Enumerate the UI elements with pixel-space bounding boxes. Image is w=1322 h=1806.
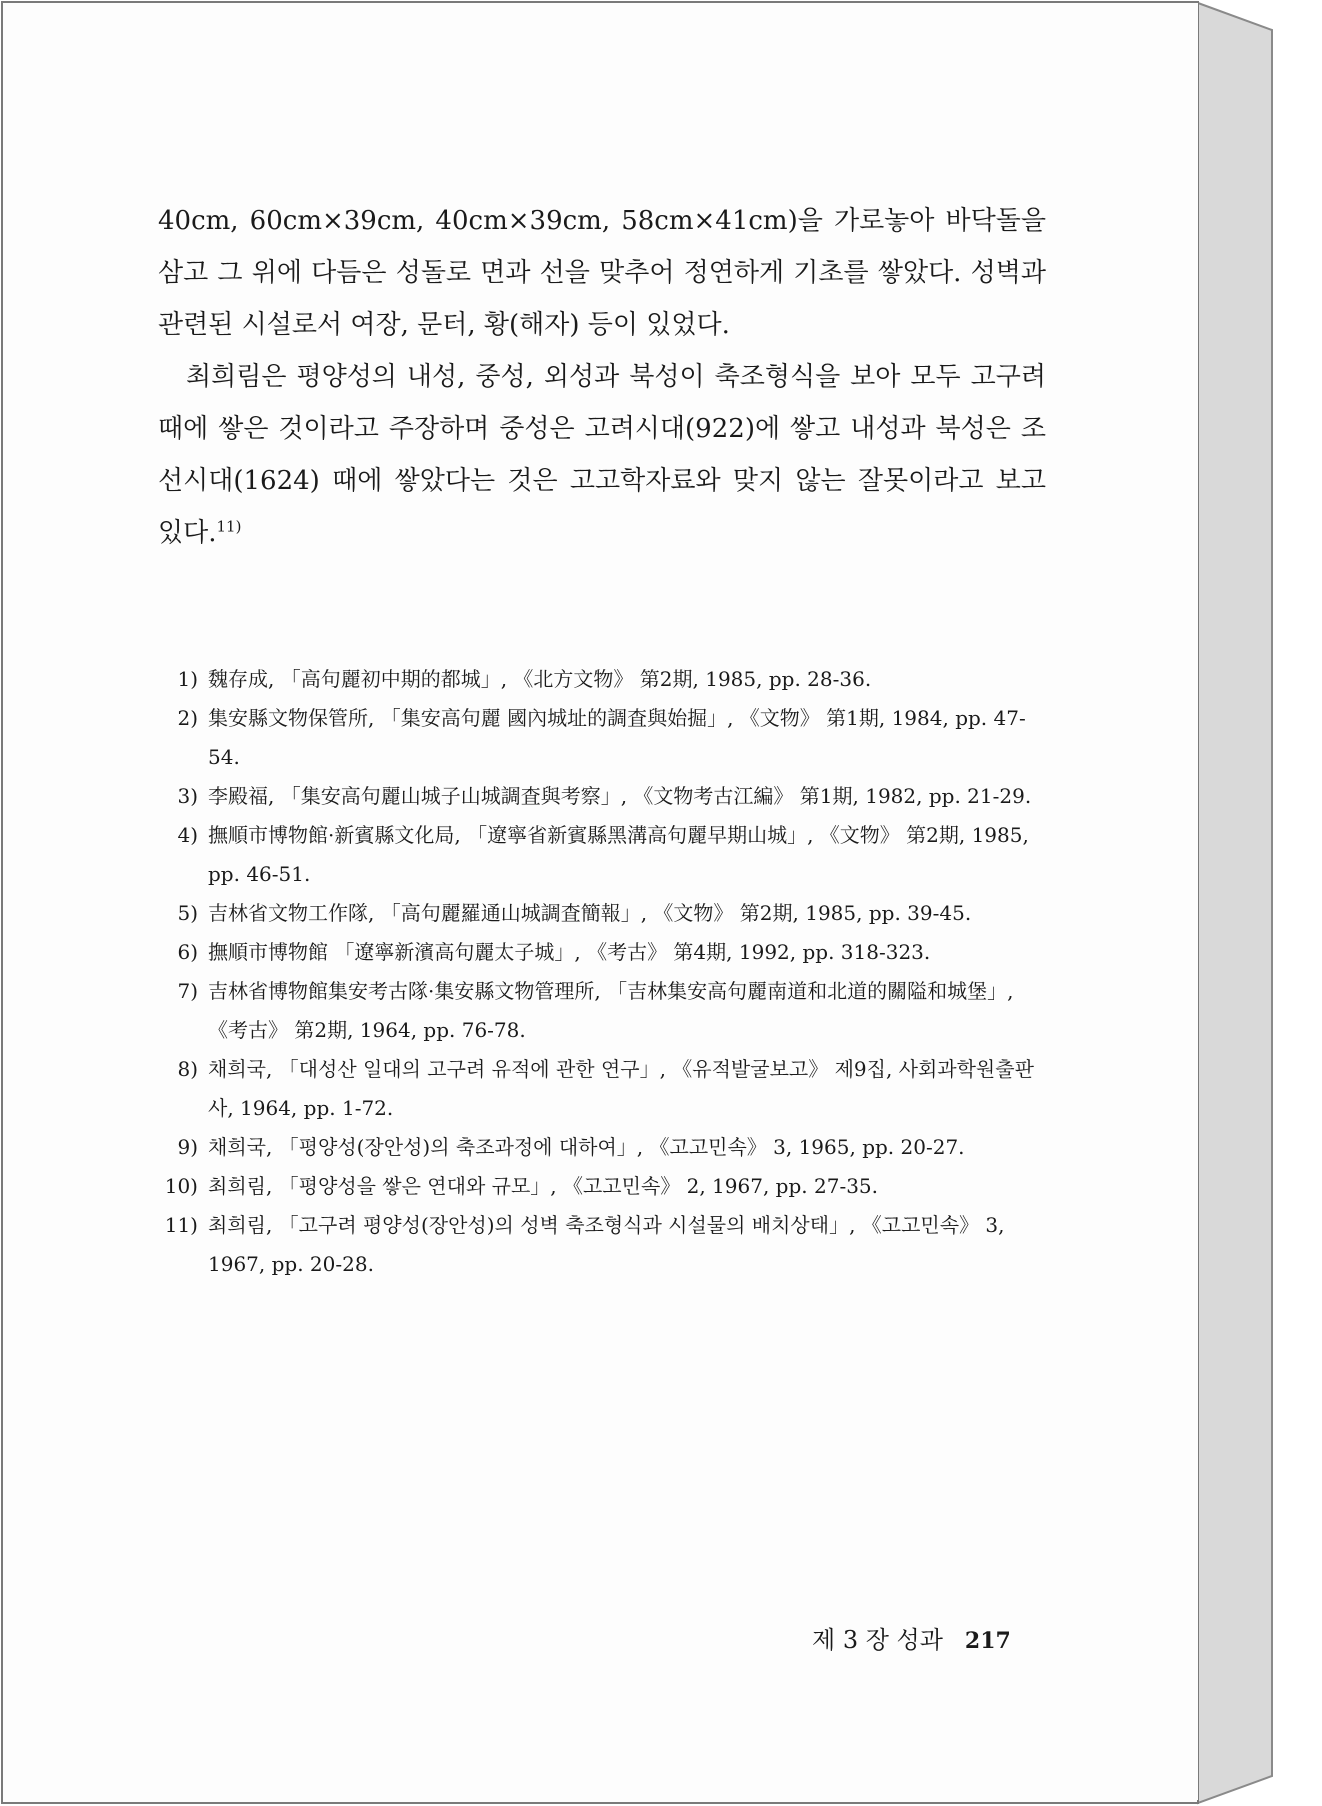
footnote-number: 1)	[177, 667, 198, 691]
footnote-text: 撫順市博物館·新賓縣文化局, 「遼寧省新賓縣黑溝高句麗早期山城」, 《文物》 第2期, 1985, pp. 46-51.	[208, 823, 1029, 886]
footnote-text: 채희국, 「평양성(장안성)의 축조과정에 대하여」, 《고고민속》 3, 1965, pp. 20-27.	[208, 1135, 965, 1159]
footnote-ref-11: 11)	[216, 517, 242, 536]
footnote-item	[158, 1128, 1048, 1167]
footnote-number: 8)	[177, 1057, 198, 1081]
footnote-item	[158, 1206, 1048, 1284]
footnote-number: 7)	[177, 979, 198, 1003]
page-number: 217	[964, 1628, 1011, 1654]
footnote-text: 채희국, 「대성산 일대의 고구려 유적에 관한 연구」, 《유적발굴보고》 제9집, 사회과학원출판사, 1964, pp. 1-72.	[208, 1057, 1034, 1120]
footnote-number: 9)	[177, 1135, 198, 1159]
footnotes-list	[158, 660, 1048, 1284]
footnote-text: 李殿福, 「集安高句麗山城子山城調査與考察」, 《文物考古江編》 第1期, 1982, pp. 21-29.	[208, 784, 1032, 808]
paragraph-2	[158, 351, 1046, 559]
footnote-text: 吉林省文物工作隊, 「高句麗羅通山城調査簡報」, 《文物》 第2期, 1985, pp. 39-45.	[208, 901, 972, 925]
main-body-text	[158, 195, 1046, 559]
footnote-text: 撫順市博物館 「遼寧新濱高句麗太子城」, 《考古》 第4期, 1992, pp. 318-323.	[208, 940, 931, 964]
footnote-text: 魏存成, 「高句麗初中期的都城」, 《北方文物》 第2期, 1985, pp. 28-36.	[208, 667, 872, 691]
paragraph-1: 40cm, 60cm×39cm, 40cm×39cm, 58cm×41cm)을 가로놓아 바닥돌을 삼고 그 위에 다듬은 성돌로 면과 선을 맞추어 정연하게 기초를 쌓았다. 성벽과 관련된 시설로서 여장, 문터, 황(해자) 등이 있었다.	[158, 206, 1046, 340]
paragraph-2-text: 최희림은 평양성의 내성, 중성, 외성과 북성이 축조형식을 보아 모두 고구려 때에 쌓은 것이라고 주장하며 중성은 고려시대(922)에 쌓고 내성과 북성은 조선시대(1624) 때에 쌓았다는 것은 고고학자료와 맞지 않는 잘못이라고 보고 있다.	[158, 362, 1046, 548]
footnote-number: 3)	[177, 784, 198, 808]
footnote-number: 5)	[177, 901, 198, 925]
footnote-item	[158, 777, 1048, 816]
footnote-number: 4)	[177, 823, 198, 847]
footnote-item	[158, 972, 1048, 1050]
footnote-item	[158, 1167, 1048, 1206]
footnote-item	[158, 894, 1048, 933]
footnote-number: 2)	[177, 706, 198, 730]
footnote-number: 10)	[164, 1174, 198, 1198]
footnote-item	[158, 660, 1048, 699]
footnote-text: 최희림, 「평양성을 쌓은 연대와 규모」, 《고고민속》 2, 1967, pp. 27-35.	[208, 1174, 879, 1198]
footnote-text: 集安縣文物保管所, 「集安高句麗 國內城址的調査與始掘」, 《文物》 第1期, 1984, pp. 47-54.	[208, 706, 1026, 769]
footnote-item	[158, 1050, 1048, 1128]
footnote-item	[158, 699, 1048, 777]
footnote-text: 최희림, 「고구려 평양성(장안성)의 성벽 축조형식과 시설물의 배치상태」, 《고고민속》 3, 1967, pp. 20-28.	[208, 1213, 1005, 1276]
footnote-text: 吉林省博物館集安考古隊·集安縣文物管理所, 「吉林集安高句麗南道和北道的關隘和城堡」, 《考古》 第2期, 1964, pp. 76-78.	[208, 979, 1014, 1042]
footnote-item	[158, 933, 1048, 972]
chapter-label: 제 3 장 성과	[812, 1626, 943, 1654]
page-footer	[812, 1620, 1062, 1655]
footnote-number: 6)	[177, 940, 198, 964]
footnote-number: 11)	[164, 1213, 198, 1237]
footnote-item	[158, 816, 1048, 894]
